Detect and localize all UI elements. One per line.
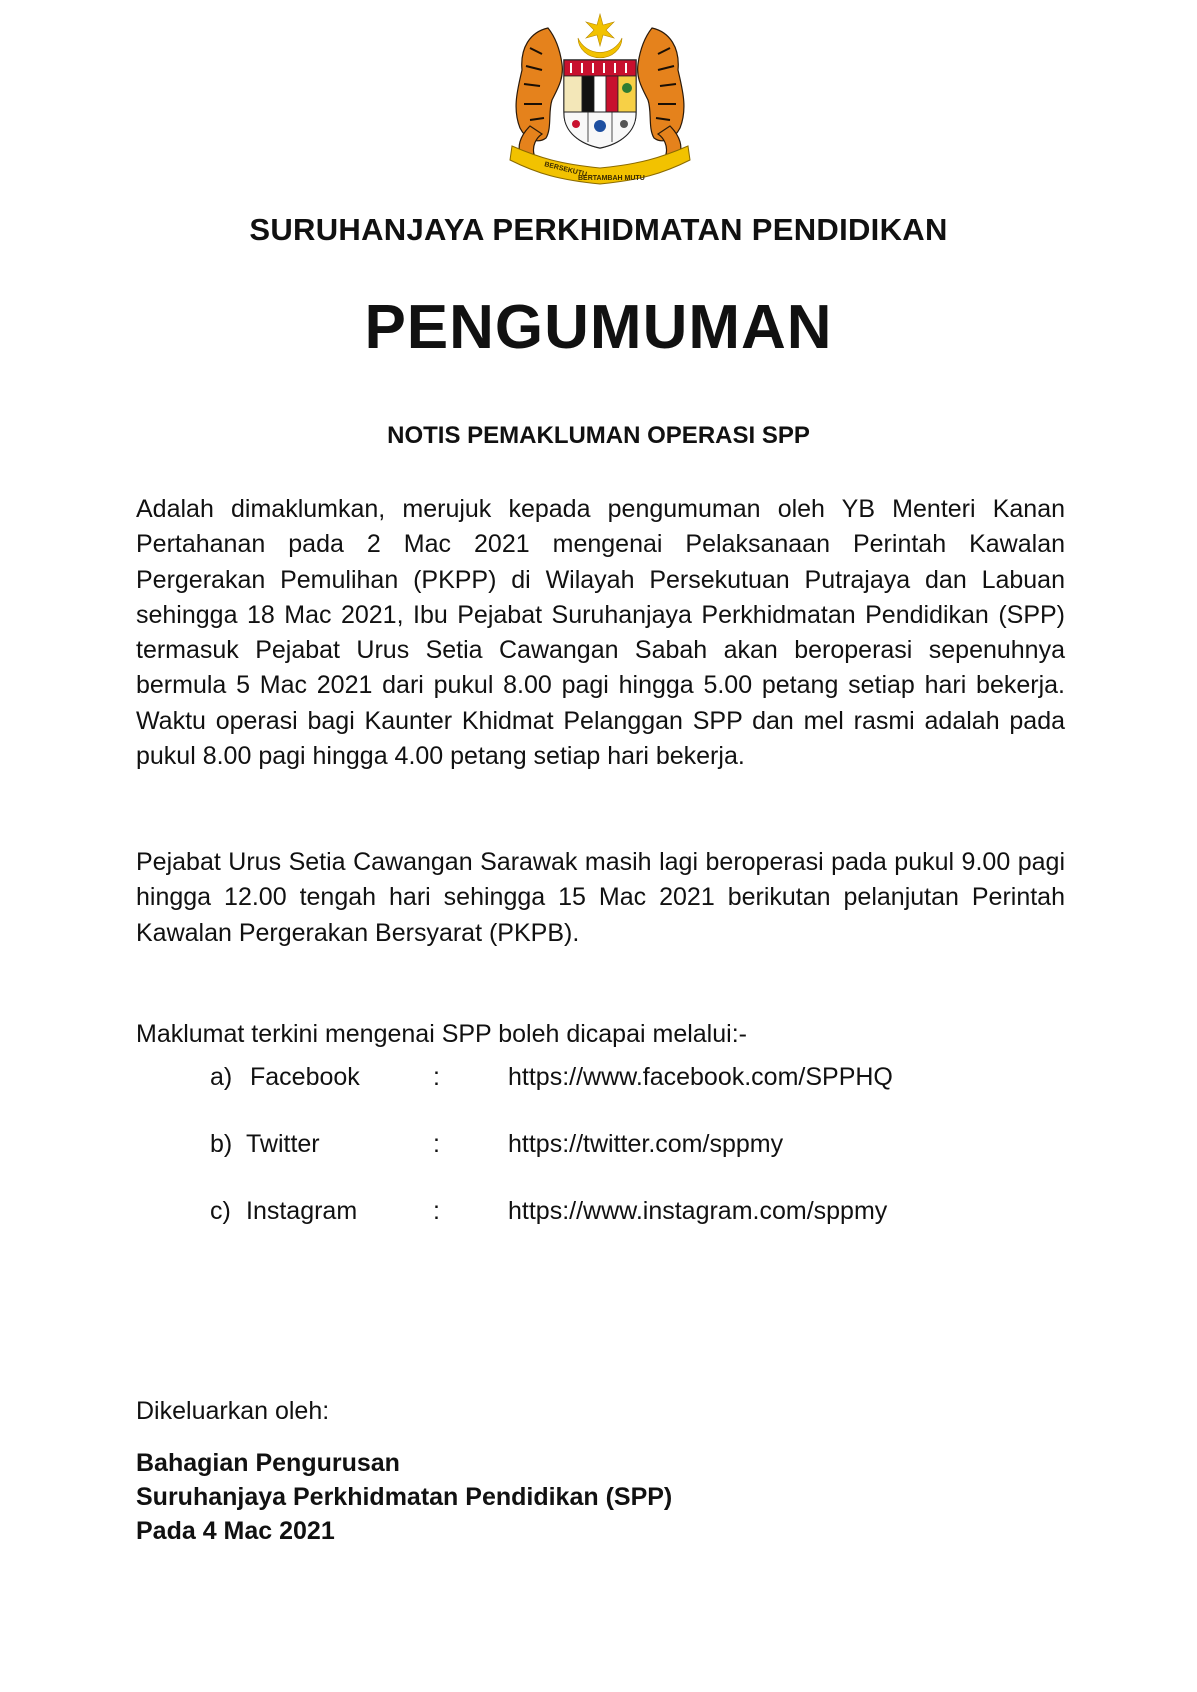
link-label: Facebook [250,1063,360,1091]
link-label: Twitter [246,1130,320,1158]
malaysia-coat-of-arms-icon [490,8,710,188]
notice-title: NOTIS PEMAKLUMAN OPERASI SPP [387,422,810,449]
facebook-url[interactable]: https://www.facebook.com/SPPHQ [508,1063,893,1091]
link-row-twitter [210,1130,1010,1197]
issue-date: Pada 4 Mac 2021 [136,1517,335,1545]
svg-text:BERSEKUTU: BERSEKUTU [543,161,588,179]
svg-text:BERTAMBAH MUTU: BERTAMBAH MUTU [578,175,645,182]
separator: : [433,1063,440,1091]
paragraph-operations: Adalah dimaklumkan, merujuk kepada pengumuman oleh YB Menteri Kanan Pertahanan pada 2 Mac 2021 mengenai Pelaksanaan Perintah Kawalan Pergerakan Pemulihan (PKPP) di Wilayah Persekutuan Putrajaya dan Labuan sehingga 18 Mac 2021, Ibu Pejabat Suruhanjaya Perkhidmatan Pendidikan (SPP) termasuk Pejabat Urus Setia Cawangan Sabah akan beroperasi sepenuhnya bermula 5 Mac 2021 dari pukul 8.00 pagi hingga 5.00 petang setiap hari bekerja. Waktu operasi bagi Kaunter Khidmat Pelanggan SPP dan mel rasmi adalah pada pukul 8.00 pagi hingga 4.00 petang setiap hari bekerja. [136,495,1065,771]
organization-name: Suruhanjaya Perkhidmatan Pendidikan (SPP) [136,1483,673,1511]
instagram-url[interactable]: https://www.instagram.com/sppmy [508,1197,888,1225]
twitter-url[interactable]: https://twitter.com/sppmy [508,1130,784,1158]
issued-by-label: Dikeluarkan oleh: [136,1397,330,1425]
paragraph-sarawak: Pejabat Urus Setia Cawangan Sarawak masih lagi beroperasi pada pukul 9.00 pagi hingga 12.00 tengah hari sehingga 15 Mac 2021 berikutan pelanjutan Perintah Kawalan Pergerakan Bersyarat (PKPB). [136,848,1065,947]
link-label: Instagram [246,1197,358,1225]
social-links-list [210,1063,1010,1264]
list-marker: b) [210,1130,233,1158]
announcement-title: PENGUMUMAN [364,293,833,362]
separator: : [433,1130,440,1158]
division-name: Bahagian Pengurusan [136,1449,400,1477]
link-row-instagram [210,1197,1010,1264]
list-marker: a) [210,1063,233,1091]
list-marker: c) [210,1197,231,1225]
link-row-facebook [210,1063,1010,1130]
separator: : [433,1197,440,1225]
organization-heading: SURUHANJAYA PERKHIDMATAN PENDIDIKAN [249,212,948,247]
signature-block [136,1446,672,1548]
paragraph-info: Maklumat terkini mengenai SPP boleh dicapai melalui:- [136,1020,747,1048]
